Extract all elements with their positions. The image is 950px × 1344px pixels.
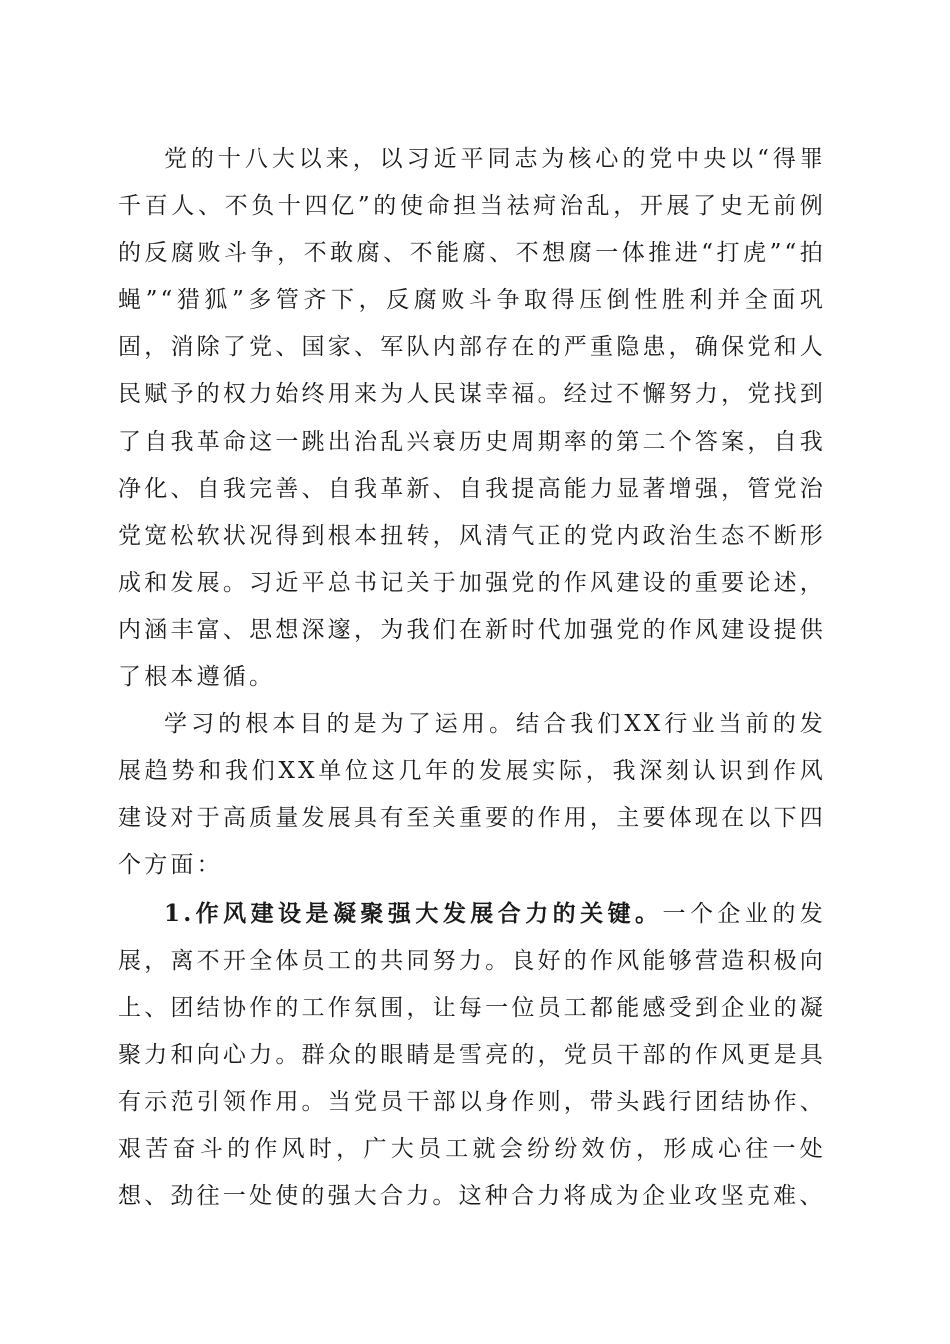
paragraph-study-purpose-text: 学习的根本目的是为了运用。结合我们XX行业当前的发展趋势和我们XX单位这几年的发展实际，我深刻认识到作风建设对于高质量发展具有至关重要的作用，主要体现在以下四个方面： [118,711,826,879]
point-1-heading: 1.作风建设是凝聚强大发展合力的关键。 [164,899,663,927]
paragraph-intro [118,136,826,701]
point-1-text: 一个企业的发展，离不开全体员工的共同努力。良好的作风能够营造积极向上、团结协作的工作氛围，让每一位员工都能感受到企业的凝聚力和向心力。群众的眼睛是雪亮的，党员干部的作风更是具有示范引领作用。当党员干部以身作则，带头践行团结协作、艰苦奋斗的作风时，广大员工就会纷纷效仿，形成心往一处想、劲往一处使的强大合力。这种合力将成为企业攻坚克难、 [118,900,827,1210]
paragraph-point-1 [118,890,826,1221]
paragraph-study-purpose [118,701,826,889]
paragraph-intro-text: 党的十八大以来，以习近平同志为核心的党中央以“得罪千百人、不负十四亿”的使命担当祛疴治乱，开展了史无前例的反腐败斗争，不敢腐、不能腐、不想腐一体推进“打虎”“拍蝇”“猎狐”多管齐下，反腐败斗争取得压倒性胜利并全面巩固，消除了党、国家、军队内部存在的严重隐患，确保党和人民赋予的权力始终用来为人民谋幸福。经过不懈努力，党找到了自我革命这一跳出治乱兴衰历史周期率的第二个答案，自我净化、自我完善、自我革新、自我提高能力显著增强，管党治党宽松软状况得到根本扭转，风清气正的党内政治生态不断形成和发展。习近平总书记关于加强党的作风建设的重要论述，内涵丰富、思想深邃，为我们在新时代加强党的作风建设提供了根本遵循。 [118,146,826,691]
document-body [118,136,826,1220]
